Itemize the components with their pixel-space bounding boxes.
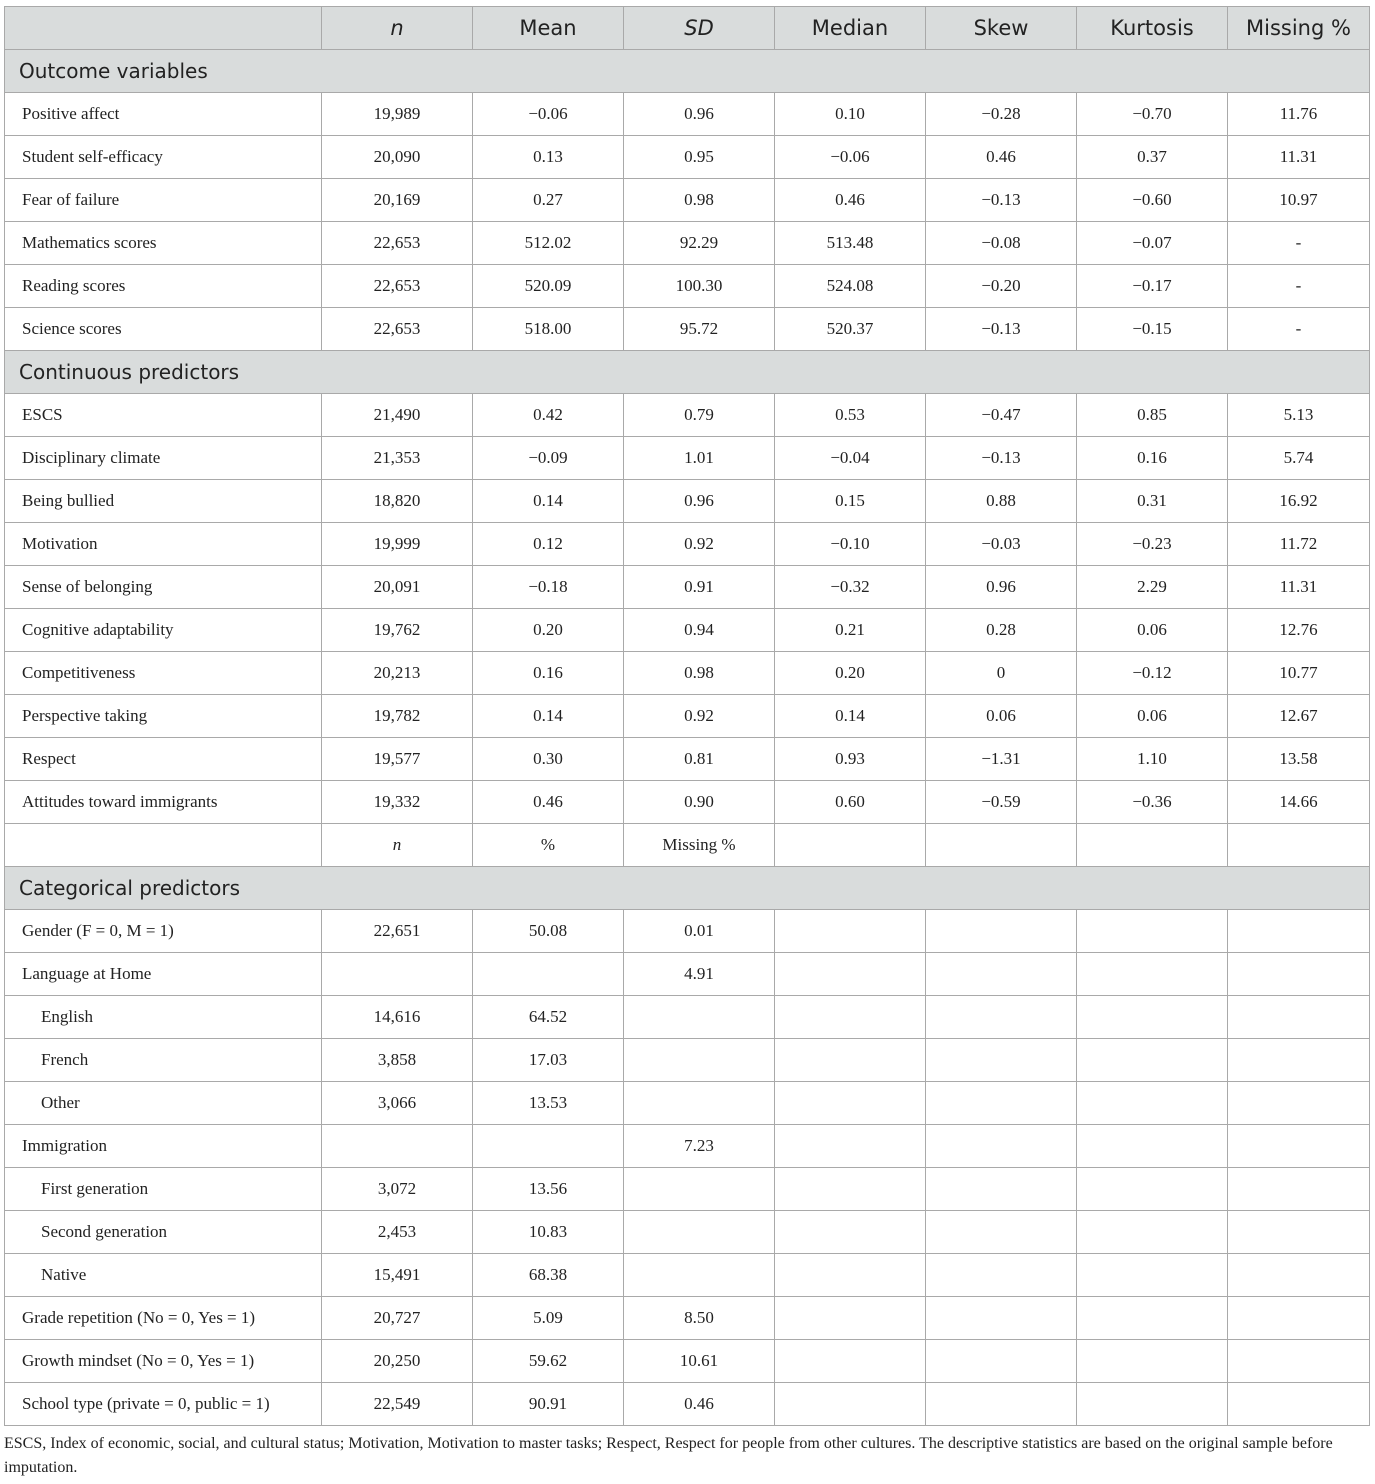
table-cell: 0.90 bbox=[624, 781, 775, 824]
table-cell: 17.03 bbox=[473, 1039, 624, 1082]
table-cell: 10.77 bbox=[1228, 652, 1370, 695]
table-cell bbox=[775, 1297, 926, 1340]
table-cell bbox=[926, 1340, 1077, 1383]
table-cell bbox=[926, 996, 1077, 1039]
table-cell bbox=[1077, 1297, 1228, 1340]
table-cell: −0.13 bbox=[926, 437, 1077, 480]
table-cell: 0.85 bbox=[1077, 394, 1228, 437]
table-cell: −0.04 bbox=[775, 437, 926, 480]
table-cell: 95.72 bbox=[624, 308, 775, 351]
table-cell bbox=[775, 1211, 926, 1254]
table-cell bbox=[775, 996, 926, 1039]
table-row bbox=[5, 1168, 1370, 1211]
table-cell bbox=[322, 1125, 473, 1168]
table-row bbox=[5, 1082, 1370, 1125]
table-cell: 20,250 bbox=[322, 1340, 473, 1383]
row-label: Native bbox=[5, 1254, 322, 1297]
table-cell: 524.08 bbox=[775, 265, 926, 308]
table-cell: −0.18 bbox=[473, 566, 624, 609]
table-cell: 68.38 bbox=[473, 1254, 624, 1297]
section-header-row bbox=[5, 50, 1370, 93]
table-cell: 19,577 bbox=[322, 738, 473, 781]
table-cell: 100.30 bbox=[624, 265, 775, 308]
table-row bbox=[5, 566, 1370, 609]
table-cell bbox=[926, 1039, 1077, 1082]
table-cell: 0.93 bbox=[775, 738, 926, 781]
table-cell bbox=[1077, 1125, 1228, 1168]
table-cell: 22,653 bbox=[322, 265, 473, 308]
row-label: Cognitive adaptability bbox=[5, 609, 322, 652]
table-cell bbox=[473, 1125, 624, 1168]
table-cell: 0.01 bbox=[624, 910, 775, 953]
table-row bbox=[5, 1125, 1370, 1168]
row-label bbox=[5, 824, 322, 867]
table-cell: 22,653 bbox=[322, 222, 473, 265]
table-cell: 0.92 bbox=[624, 695, 775, 738]
table-cell bbox=[926, 953, 1077, 996]
table-cell: −0.17 bbox=[1077, 265, 1228, 308]
table-cell: 12.67 bbox=[1228, 695, 1370, 738]
table-cell: 19,999 bbox=[322, 523, 473, 566]
table-cell: 0.96 bbox=[624, 480, 775, 523]
table-row bbox=[5, 1297, 1370, 1340]
table-cell bbox=[1228, 910, 1370, 953]
table-row bbox=[5, 136, 1370, 179]
table-cell: 22,653 bbox=[322, 308, 473, 351]
table-cell: 11.31 bbox=[1228, 136, 1370, 179]
table-cell: 0 bbox=[926, 652, 1077, 695]
table-cell: 14,616 bbox=[322, 996, 473, 1039]
row-label: School type (private = 0, public = 1) bbox=[5, 1383, 322, 1426]
table-cell: 20,169 bbox=[322, 179, 473, 222]
table-cell: 518.00 bbox=[473, 308, 624, 351]
table-cell bbox=[1077, 1254, 1228, 1297]
table-cell: 4.91 bbox=[624, 953, 775, 996]
table-cell: 0.15 bbox=[775, 480, 926, 523]
table-cell bbox=[775, 1039, 926, 1082]
table-cell bbox=[1077, 1039, 1228, 1082]
table-cell: −0.47 bbox=[926, 394, 1077, 437]
table-cell: 21,490 bbox=[322, 394, 473, 437]
table-cell: 22,549 bbox=[322, 1383, 473, 1426]
table-cell: 512.02 bbox=[473, 222, 624, 265]
table-cell: −0.59 bbox=[926, 781, 1077, 824]
header-cell-sd: SD bbox=[624, 7, 775, 50]
row-label: Positive affect bbox=[5, 93, 322, 136]
table-row bbox=[5, 910, 1370, 953]
table-cell: 0.27 bbox=[473, 179, 624, 222]
row-label: Science scores bbox=[5, 308, 322, 351]
table-cell: −0.13 bbox=[926, 308, 1077, 351]
table-cell: 520.37 bbox=[775, 308, 926, 351]
table-cell bbox=[1077, 910, 1228, 953]
table-cell: 0.10 bbox=[775, 93, 926, 136]
table-cell bbox=[473, 953, 624, 996]
table-cell: −0.60 bbox=[1077, 179, 1228, 222]
row-label: Fear of failure bbox=[5, 179, 322, 222]
table-row bbox=[5, 953, 1370, 996]
descriptive-stats-table-container bbox=[4, 6, 1370, 1426]
table-cell: 14.66 bbox=[1228, 781, 1370, 824]
table-cell bbox=[775, 1254, 926, 1297]
table-cell: −0.36 bbox=[1077, 781, 1228, 824]
table-row bbox=[5, 609, 1370, 652]
table-cell: 11.72 bbox=[1228, 523, 1370, 566]
table-cell bbox=[624, 1211, 775, 1254]
table-cell bbox=[775, 1383, 926, 1426]
row-label: Student self-efficacy bbox=[5, 136, 322, 179]
header-cell bbox=[5, 7, 322, 50]
table-row bbox=[5, 93, 1370, 136]
section-header-row bbox=[5, 867, 1370, 910]
header-cell-missing: Missing % bbox=[1228, 7, 1370, 50]
table-cell: 0.16 bbox=[1077, 437, 1228, 480]
table-cell bbox=[624, 1168, 775, 1211]
table-cell: 0.21 bbox=[775, 609, 926, 652]
table-cell bbox=[1228, 953, 1370, 996]
table-cell: 20,727 bbox=[322, 1297, 473, 1340]
table-cell: −0.08 bbox=[926, 222, 1077, 265]
row-label: ESCS bbox=[5, 394, 322, 437]
table-cell bbox=[1228, 1125, 1370, 1168]
table-cell: −0.70 bbox=[1077, 93, 1228, 136]
table-cell: −0.13 bbox=[926, 179, 1077, 222]
table-cell: 0.42 bbox=[473, 394, 624, 437]
header-cell-n: n bbox=[322, 7, 473, 50]
table-cell: 0.81 bbox=[624, 738, 775, 781]
row-label: Being bullied bbox=[5, 480, 322, 523]
table-cell: 20,213 bbox=[322, 652, 473, 695]
table-cell bbox=[1228, 1168, 1370, 1211]
table-cell bbox=[1228, 996, 1370, 1039]
table-cell: 0.20 bbox=[473, 609, 624, 652]
table-cell: 0.30 bbox=[473, 738, 624, 781]
table-header-row bbox=[5, 7, 1370, 50]
header-cell-mean: Mean bbox=[473, 7, 624, 50]
table-cell: 0.92 bbox=[624, 523, 775, 566]
table-cell bbox=[1228, 1039, 1370, 1082]
row-label: Language at Home bbox=[5, 953, 322, 996]
table-row bbox=[5, 480, 1370, 523]
table-cell bbox=[926, 1254, 1077, 1297]
table-cell bbox=[1228, 1082, 1370, 1125]
table-cell: % bbox=[473, 824, 624, 867]
table-row bbox=[5, 394, 1370, 437]
table-row bbox=[5, 265, 1370, 308]
table-cell bbox=[1077, 996, 1228, 1039]
table-cell: 21,353 bbox=[322, 437, 473, 480]
row-label: Respect bbox=[5, 738, 322, 781]
table-cell: 22,651 bbox=[322, 910, 473, 953]
table-cell: 0.46 bbox=[775, 179, 926, 222]
table-cell: −0.06 bbox=[473, 93, 624, 136]
table-cell: −1.31 bbox=[926, 738, 1077, 781]
table-cell: 0.06 bbox=[1077, 695, 1228, 738]
table-cell bbox=[926, 1082, 1077, 1125]
table-cell bbox=[624, 996, 775, 1039]
table-cell: 2,453 bbox=[322, 1211, 473, 1254]
table-cell: Missing % bbox=[624, 824, 775, 867]
row-label: First generation bbox=[5, 1168, 322, 1211]
table-cell: −0.15 bbox=[1077, 308, 1228, 351]
table-cell: 520.09 bbox=[473, 265, 624, 308]
table-cell: 10.61 bbox=[624, 1340, 775, 1383]
table-cell bbox=[1228, 1254, 1370, 1297]
table-cell bbox=[1228, 1297, 1370, 1340]
table-cell: 19,782 bbox=[322, 695, 473, 738]
table-cell bbox=[624, 1082, 775, 1125]
header-cell-kurtosis: Kurtosis bbox=[1077, 7, 1228, 50]
table-footnote: ESCS, Index of economic, social, and cultural status; Motivation, Motivation to master tasks; Respect, Respect for people from other cultures. The descriptive statistics are based on the original sample before imputation. bbox=[4, 1435, 1333, 1476]
table-row bbox=[5, 1254, 1370, 1297]
table-cell: 0.96 bbox=[624, 93, 775, 136]
table-row bbox=[5, 1211, 1370, 1254]
table-cell bbox=[1228, 1211, 1370, 1254]
table-row bbox=[5, 437, 1370, 480]
table-cell: 0.16 bbox=[473, 652, 624, 695]
table-cell: −0.06 bbox=[775, 136, 926, 179]
table-body bbox=[5, 50, 1370, 1426]
table-cell bbox=[926, 1297, 1077, 1340]
table-row bbox=[5, 695, 1370, 738]
row-label: Disciplinary climate bbox=[5, 437, 322, 480]
table-cell: 19,989 bbox=[322, 93, 473, 136]
table-cell: 0.31 bbox=[1077, 480, 1228, 523]
table-cell: 5.13 bbox=[1228, 394, 1370, 437]
row-label: Other bbox=[5, 1082, 322, 1125]
table-cell: 0.14 bbox=[473, 480, 624, 523]
table-cell: 7.23 bbox=[624, 1125, 775, 1168]
table-cell bbox=[1077, 1340, 1228, 1383]
header-cell-median: Median bbox=[775, 7, 926, 50]
table-cell: −0.03 bbox=[926, 523, 1077, 566]
table-row bbox=[5, 1039, 1370, 1082]
table-cell: 5.09 bbox=[473, 1297, 624, 1340]
row-label: Second generation bbox=[5, 1211, 322, 1254]
table-cell: −0.20 bbox=[926, 265, 1077, 308]
row-label: Grade repetition (No = 0, Yes = 1) bbox=[5, 1297, 322, 1340]
table-cell: 0.46 bbox=[926, 136, 1077, 179]
table-cell: 13.53 bbox=[473, 1082, 624, 1125]
section-title: Continuous predictors bbox=[5, 351, 1370, 394]
table-row bbox=[5, 1383, 1370, 1426]
table-cell: - bbox=[1228, 265, 1370, 308]
table-cell bbox=[1077, 1168, 1228, 1211]
table-cell: 8.50 bbox=[624, 1297, 775, 1340]
table-cell: 0.14 bbox=[775, 695, 926, 738]
table-cell: 0.12 bbox=[473, 523, 624, 566]
table-cell: 20,091 bbox=[322, 566, 473, 609]
table-cell: 10.97 bbox=[1228, 179, 1370, 222]
table-cell: 18,820 bbox=[322, 480, 473, 523]
table-cell: 0.94 bbox=[624, 609, 775, 652]
table-cell bbox=[322, 953, 473, 996]
table-cell: 16.92 bbox=[1228, 480, 1370, 523]
table-cell bbox=[775, 910, 926, 953]
table-row bbox=[5, 222, 1370, 265]
table-cell: 13.58 bbox=[1228, 738, 1370, 781]
table-cell bbox=[926, 1125, 1077, 1168]
table-cell bbox=[775, 953, 926, 996]
row-label: Mathematics scores bbox=[5, 222, 322, 265]
section-header-row bbox=[5, 351, 1370, 394]
row-label: Motivation bbox=[5, 523, 322, 566]
table-cell: −0.28 bbox=[926, 93, 1077, 136]
table-cell bbox=[926, 1211, 1077, 1254]
table-cell: 0.98 bbox=[624, 179, 775, 222]
table-cell: 0.95 bbox=[624, 136, 775, 179]
table-cell bbox=[624, 1039, 775, 1082]
table-cell: 50.08 bbox=[473, 910, 624, 953]
row-label: Competitiveness bbox=[5, 652, 322, 695]
table-cell bbox=[926, 910, 1077, 953]
table-cell: - bbox=[1228, 222, 1370, 265]
table-row bbox=[5, 179, 1370, 222]
table-row bbox=[5, 523, 1370, 566]
table-cell: 11.76 bbox=[1228, 93, 1370, 136]
table-cell: - bbox=[1228, 308, 1370, 351]
table-cell: 1.10 bbox=[1077, 738, 1228, 781]
table-cell bbox=[1077, 1211, 1228, 1254]
table-cell bbox=[1228, 1383, 1370, 1426]
table-cell bbox=[1228, 1340, 1370, 1383]
table-cell: 5.74 bbox=[1228, 437, 1370, 480]
table-cell bbox=[624, 1254, 775, 1297]
table-cell bbox=[926, 1168, 1077, 1211]
section-title: Outcome variables bbox=[5, 50, 1370, 93]
table-cell: 0.91 bbox=[624, 566, 775, 609]
table-row bbox=[5, 824, 1370, 867]
table-cell bbox=[1077, 824, 1228, 867]
table-cell: 0.37 bbox=[1077, 136, 1228, 179]
table-row bbox=[5, 308, 1370, 351]
table-cell: 0.98 bbox=[624, 652, 775, 695]
table-cell bbox=[1228, 824, 1370, 867]
table-row bbox=[5, 652, 1370, 695]
row-label: Reading scores bbox=[5, 265, 322, 308]
table-cell bbox=[926, 824, 1077, 867]
table-cell bbox=[775, 824, 926, 867]
section-title: Categorical predictors bbox=[5, 867, 1370, 910]
descriptive-stats-table bbox=[4, 6, 1370, 1426]
table-cell: 0.06 bbox=[1077, 609, 1228, 652]
table-cell: n bbox=[322, 824, 473, 867]
row-label: French bbox=[5, 1039, 322, 1082]
table-cell bbox=[775, 1340, 926, 1383]
table-cell: 0.28 bbox=[926, 609, 1077, 652]
table-cell bbox=[775, 1082, 926, 1125]
table-cell: 11.31 bbox=[1228, 566, 1370, 609]
table-cell bbox=[1077, 1383, 1228, 1426]
table-cell: 15,491 bbox=[322, 1254, 473, 1297]
table-cell bbox=[775, 1125, 926, 1168]
row-label: English bbox=[5, 996, 322, 1039]
table-cell: 0.20 bbox=[775, 652, 926, 695]
table-row bbox=[5, 781, 1370, 824]
table-cell: 0.79 bbox=[624, 394, 775, 437]
table-cell: −0.09 bbox=[473, 437, 624, 480]
table-cell: 0.96 bbox=[926, 566, 1077, 609]
row-label: Attitudes toward immigrants bbox=[5, 781, 322, 824]
header-cell-skew: Skew bbox=[926, 7, 1077, 50]
table-cell: 13.56 bbox=[473, 1168, 624, 1211]
table-cell: −0.32 bbox=[775, 566, 926, 609]
table-cell: 2.29 bbox=[1077, 566, 1228, 609]
table-cell: 0.06 bbox=[926, 695, 1077, 738]
table-row bbox=[5, 738, 1370, 781]
table-cell bbox=[1077, 953, 1228, 996]
table-cell: 0.88 bbox=[926, 480, 1077, 523]
table-cell: −0.23 bbox=[1077, 523, 1228, 566]
table-cell: 19,762 bbox=[322, 609, 473, 652]
table-cell: 12.76 bbox=[1228, 609, 1370, 652]
table-cell: 513.48 bbox=[775, 222, 926, 265]
table-cell: 0.46 bbox=[473, 781, 624, 824]
table-cell: −0.07 bbox=[1077, 222, 1228, 265]
row-label: Sense of belonging bbox=[5, 566, 322, 609]
table-row bbox=[5, 996, 1370, 1039]
table-cell: −0.12 bbox=[1077, 652, 1228, 695]
table-cell: 0.13 bbox=[473, 136, 624, 179]
row-label: Growth mindset (No = 0, Yes = 1) bbox=[5, 1340, 322, 1383]
row-label: Perspective taking bbox=[5, 695, 322, 738]
table-cell: 19,332 bbox=[322, 781, 473, 824]
table-cell: 1.01 bbox=[624, 437, 775, 480]
table-cell bbox=[926, 1383, 1077, 1426]
row-label: Gender (F = 0, M = 1) bbox=[5, 910, 322, 953]
table-cell: −0.10 bbox=[775, 523, 926, 566]
table-cell: 3,858 bbox=[322, 1039, 473, 1082]
table-cell: 10.83 bbox=[473, 1211, 624, 1254]
table-cell: 3,066 bbox=[322, 1082, 473, 1125]
table-cell: 90.91 bbox=[473, 1383, 624, 1426]
table-cell: 92.29 bbox=[624, 222, 775, 265]
row-label: Immigration bbox=[5, 1125, 322, 1168]
table-cell bbox=[775, 1168, 926, 1211]
table-cell: 20,090 bbox=[322, 136, 473, 179]
table-cell: 0.14 bbox=[473, 695, 624, 738]
table-cell: 64.52 bbox=[473, 996, 624, 1039]
table-cell: 3,072 bbox=[322, 1168, 473, 1211]
table-cell: 59.62 bbox=[473, 1340, 624, 1383]
table-cell bbox=[1077, 1082, 1228, 1125]
table-cell: 0.60 bbox=[775, 781, 926, 824]
table-row bbox=[5, 1340, 1370, 1383]
table-cell: 0.46 bbox=[624, 1383, 775, 1426]
table-cell: 0.53 bbox=[775, 394, 926, 437]
